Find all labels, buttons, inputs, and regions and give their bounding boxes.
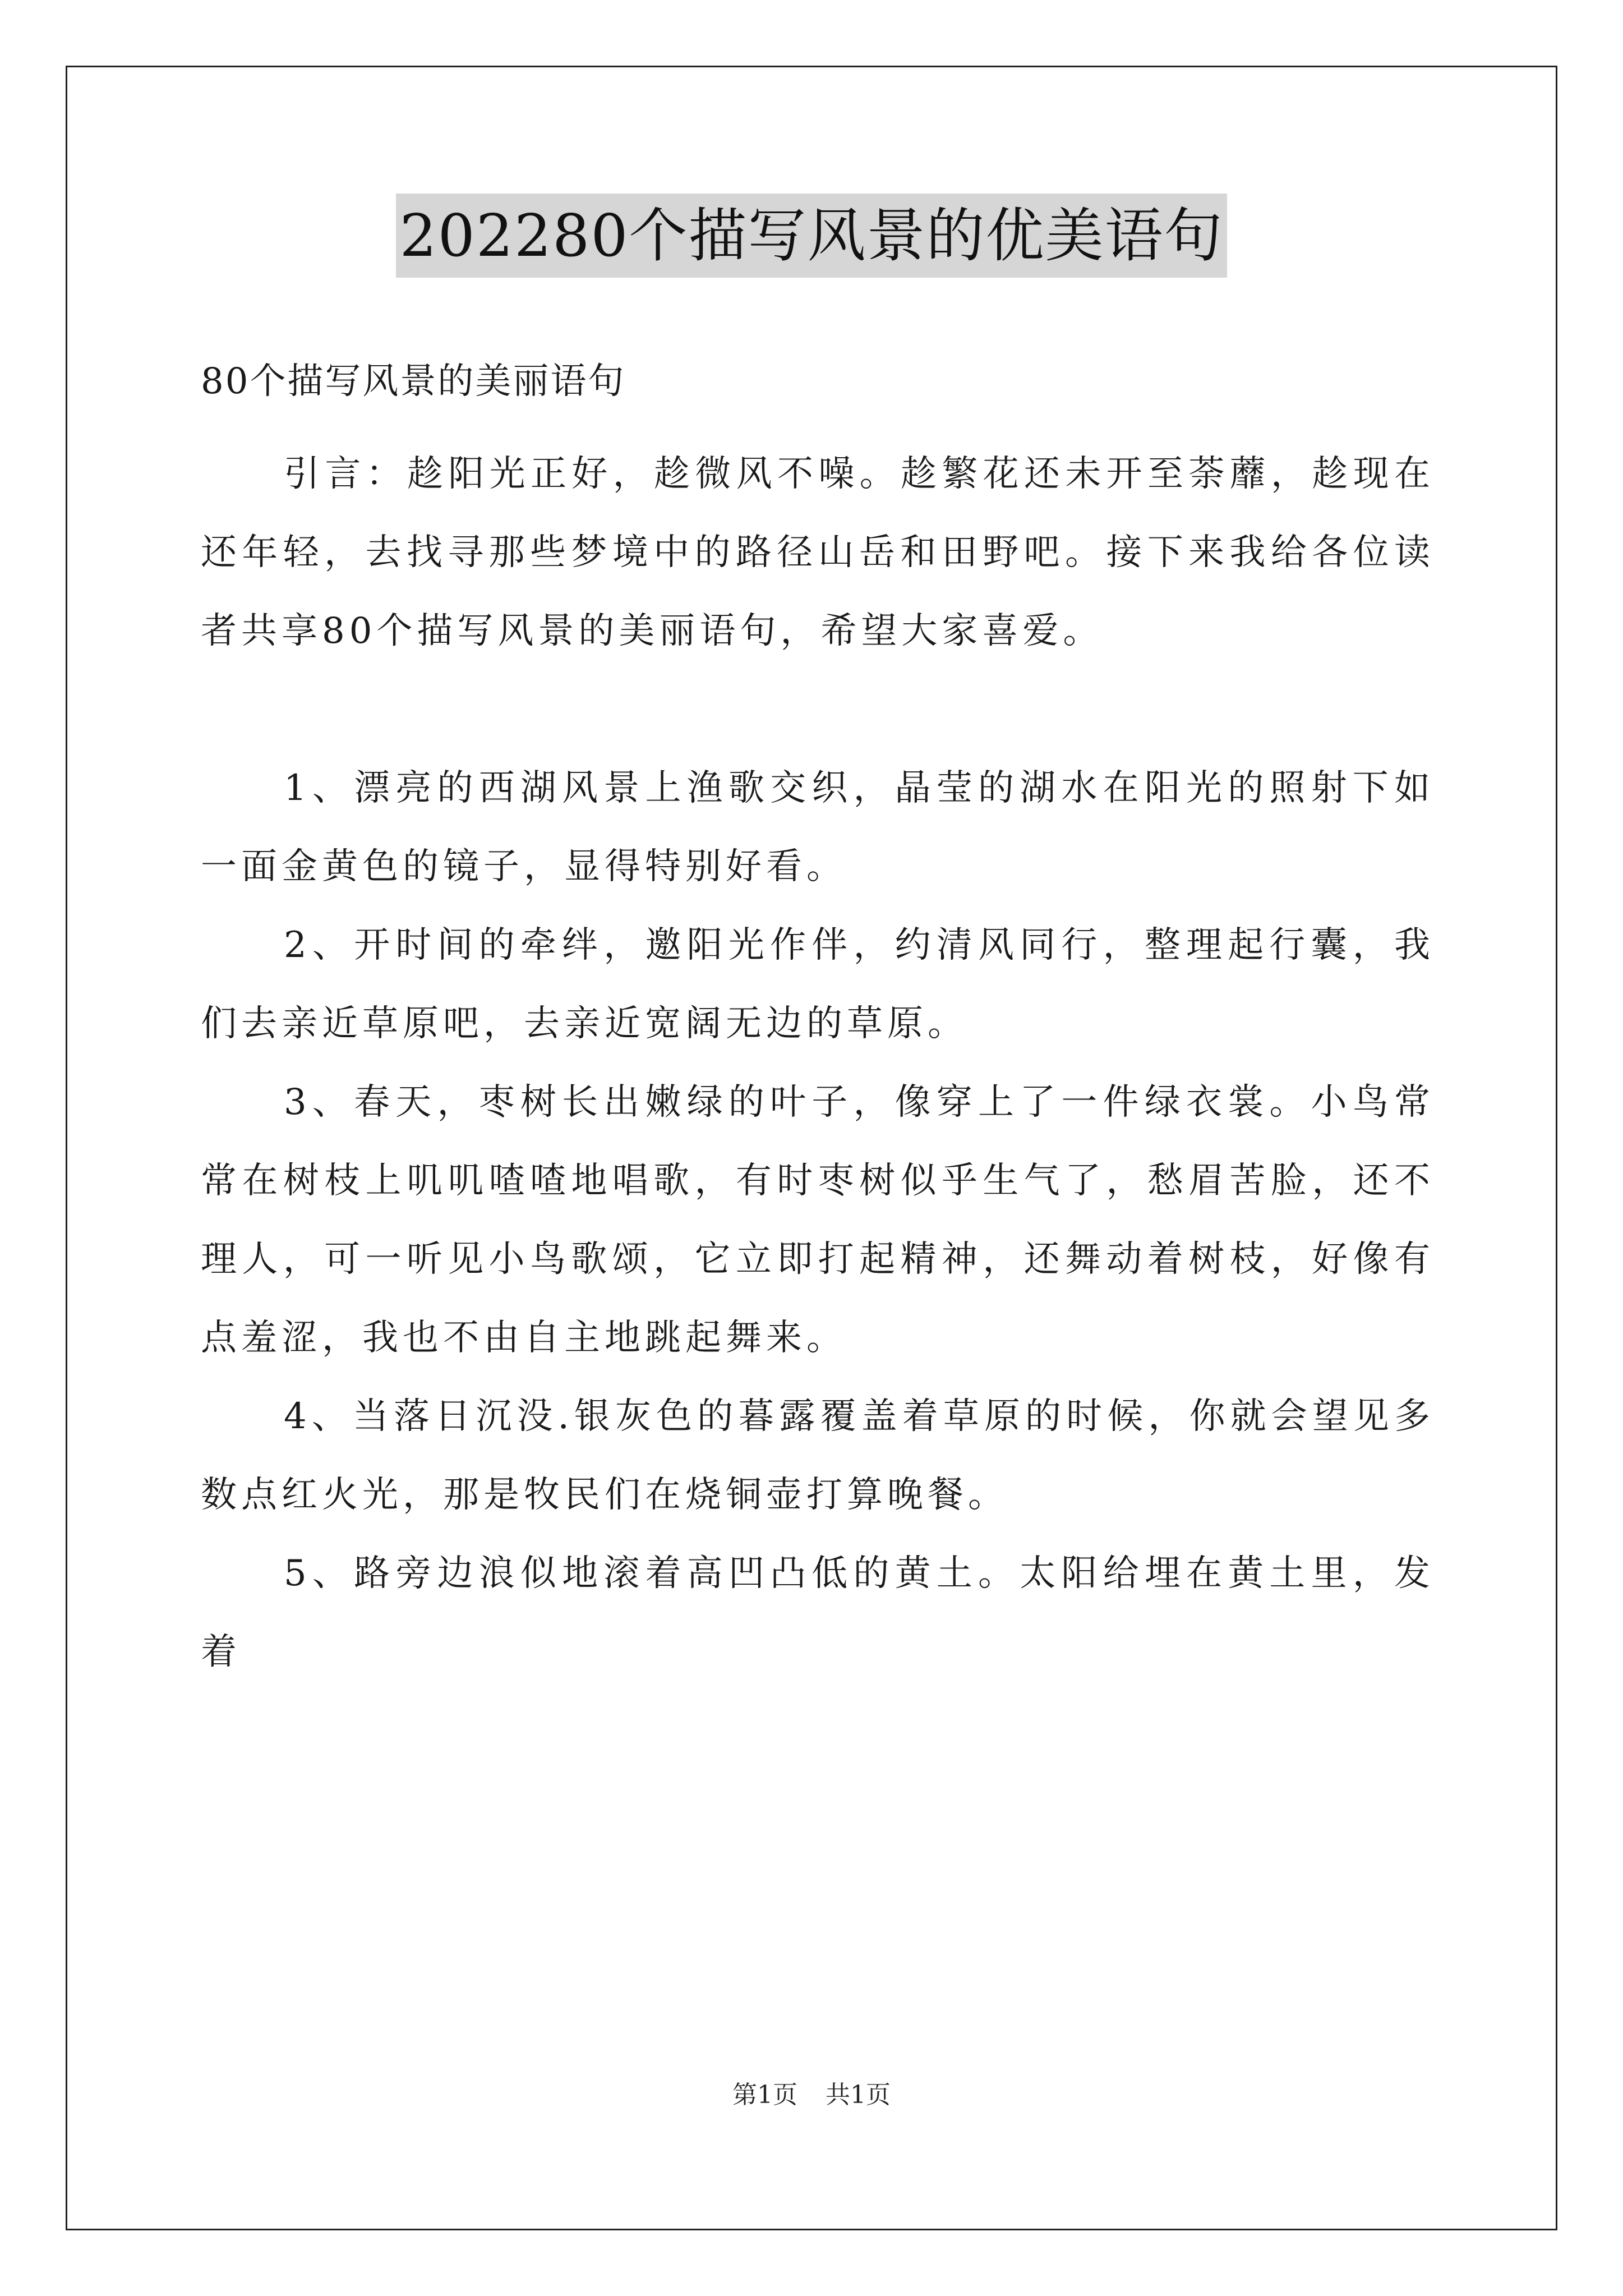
paragraph-3: 3、春天，枣树长出嫩绿的叶子，像穿上了一件绿衣裳。小鸟常常在树枝上叽叽喳喳地唱歌，有时枣树似乎生气了，愁眉苦脸，还不理人，可一听见小鸟歌颂，它立即打起精神，还舞动着树枝，好像有点羞涩，我也不由自主地跳起舞来。	[201, 1082, 1435, 1359]
document-body	[201, 348, 1435, 1691]
paragraph-1: 1、漂亮的西湖风景上渔歌交织，晶莹的湖水在阳光的照射下如一面金黄色的镜子，显得特别好看。	[201, 767, 1435, 887]
paragraph-2: 2、开时间的牵绊，邀阳光作伴，约清风同行，整理起行囊，我们去亲近草原吧，去亲近宽阔无边的草原。	[201, 924, 1435, 1045]
paragraph-4: 4、当落日沉没.银灰色的暮露覆盖着草原的时候，你就会望见多数点红火光，那是牧民们在烧铜壶打算晚餐。	[201, 1396, 1435, 1516]
blank-line	[201, 670, 1435, 749]
page-footer	[0, 2078, 1623, 2112]
intro-paragraph: 引言：趁阳光正好，趁微风不噪。趁繁花还未开至荼蘼，趁现在还年轻，去找寻那些梦境中的路径山岳和田野吧。接下来我给各位读者共享80个描写风景的美丽语句，希望大家喜爱。	[201, 453, 1435, 652]
page-number: 第1页	[732, 2081, 797, 2109]
paragraph-5: 5、路旁边浪似地滚着高凹凸低的黄土。太阳给埋在黄土里，发着	[201, 1553, 1435, 1673]
page-total: 共1页	[826, 2081, 891, 2109]
title-container	[0, 194, 1623, 278]
document-title: 202280个描写风景的优美语句	[396, 194, 1227, 278]
document-subtitle: 80个描写风景的美丽语句	[201, 361, 626, 402]
